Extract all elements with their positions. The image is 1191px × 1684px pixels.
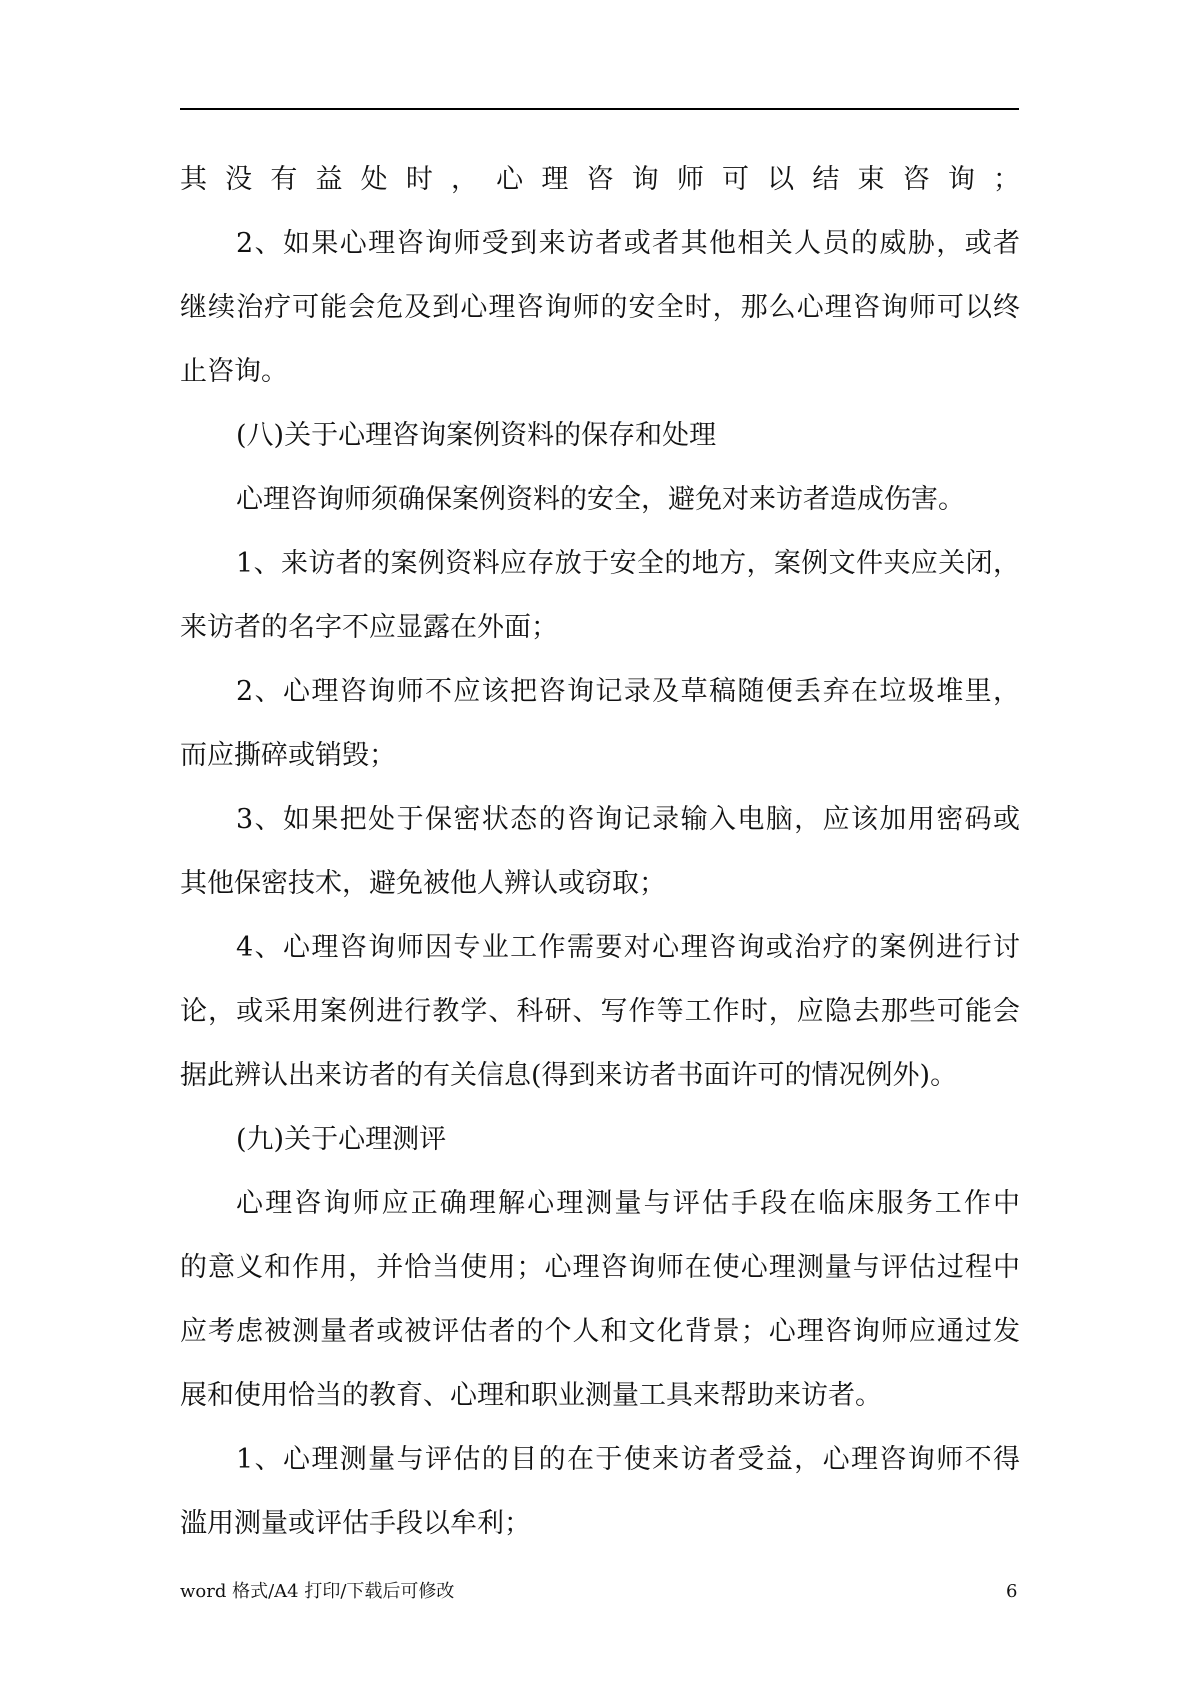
text-line: 继续治疗可能会危及到心理咨询师的安全时，那么心理咨询师可以终: [180, 292, 1020, 323]
text-line: 滥用测量或评估手段以牟利；: [180, 1508, 531, 1539]
text-line: 据此辨认出来访者的有关信息(得到来访者书面许可的情况例外)。: [180, 1060, 958, 1091]
text-line: 来访者的名字不应显露在外面；: [180, 612, 558, 643]
header-rule: [180, 108, 1019, 110]
text-line: 心理咨询师应正确理解心理测量与评估手段在临床服务工作中: [236, 1188, 1020, 1219]
text-line: 论，或采用案例进行教学、科研、写作等工作时，应隐去那些可能会: [180, 996, 1020, 1027]
text-line: 应考虑被测量者或被评估者的个人和文化背景；心理咨询师应通过发: [180, 1316, 1020, 1347]
text-line: 3、如果把处于保密状态的咨询记录输入电脑，应该加用密码或: [236, 804, 1020, 835]
text-line: 止咨询。: [180, 356, 288, 387]
text-line: 的意义和作用，并恰当使用；心理咨询师在使心理测量与评估过程中: [180, 1252, 1020, 1283]
text-line: 1、心理测量与评估的目的在于使来访者受益，心理咨询师不得: [236, 1444, 1020, 1475]
section-heading: (九)关于心理测评: [236, 1124, 447, 1155]
text-line: 其他保密技术，避免被他人辨认或窃取；: [180, 868, 666, 899]
text-line: 2、如果心理咨询师受到来访者或者其他相关人员的威胁，或者: [236, 228, 1020, 259]
text-line: 其没有益处时，心理咨询师可以结束咨询；: [180, 164, 1020, 195]
footer-text: word 格式/A4 打印/下载后可修改: [180, 1581, 455, 1602]
text-line: 2、心理咨询师不应该把咨询记录及草稿随便丢弃在垃圾堆里，: [236, 676, 1020, 707]
section-heading: (八)关于心理咨询案例资料的保存和处理: [236, 420, 717, 451]
text-line: 展和使用恰当的教育、心理和职业测量工具来帮助来访者。: [180, 1380, 882, 1411]
text-line: 4、心理咨询师因专业工作需要对心理咨询或治疗的案例进行讨: [236, 932, 1020, 963]
text-line: 心理咨询师须确保案例资料的安全，避免对来访者造成伤害。: [236, 484, 965, 515]
text-line: 而应撕碎或销毁；: [180, 740, 396, 771]
text-line: 1、来访者的案例资料应存放于安全的地方，案例文件夹应关闭，: [236, 548, 1020, 579]
page-number: 6: [1006, 1581, 1018, 1602]
body-text: [180, 148, 1020, 1556]
